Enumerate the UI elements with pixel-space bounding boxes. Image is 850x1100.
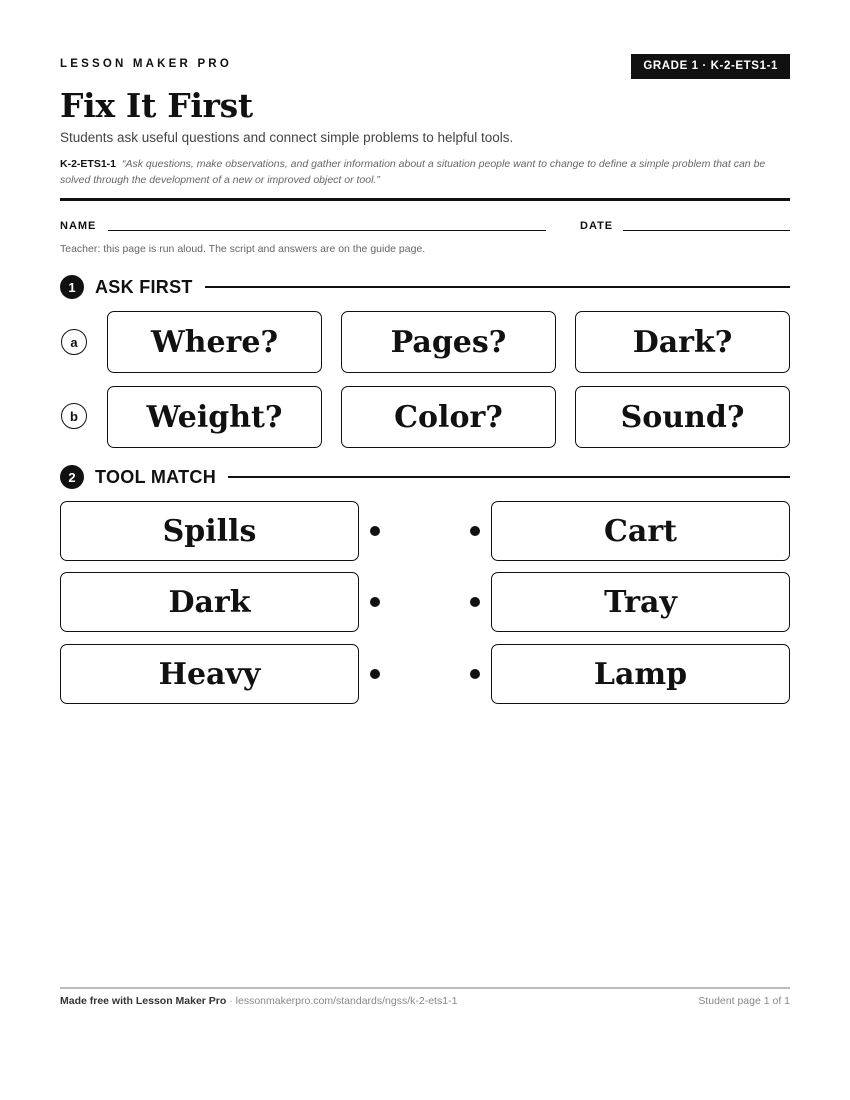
page-subtitle: Students ask useful questions and connect simple problems to helpful tools. bbox=[60, 130, 514, 145]
question-card[interactable]: Weight? bbox=[107, 386, 322, 448]
section-title: TOOL MATCH bbox=[95, 466, 216, 487]
footer-credit bbox=[60, 995, 457, 1007]
section-ask-first-header bbox=[60, 275, 790, 299]
footer-made-with: Made free with Lesson Maker Pro bbox=[60, 995, 227, 1007]
section-divider bbox=[205, 286, 790, 288]
section-number-badge: 2 bbox=[60, 465, 84, 489]
date-field[interactable] bbox=[623, 230, 790, 231]
row-letter-a: a bbox=[61, 329, 87, 355]
question-card[interactable]: Sound? bbox=[575, 386, 790, 448]
question-card[interactable]: Pages? bbox=[341, 311, 556, 373]
section-tool-match-header bbox=[60, 465, 790, 489]
tool-card[interactable]: Tray bbox=[491, 572, 790, 632]
footer-link[interactable]: · lessonmakerpro.com/standards/ngss/k-2-ets1-1 bbox=[226, 995, 458, 1007]
problem-card[interactable]: Spills bbox=[60, 501, 359, 561]
name-label: NAME bbox=[60, 220, 97, 232]
tool-card[interactable]: Cart bbox=[491, 501, 790, 561]
match-dot-left[interactable] bbox=[370, 526, 380, 536]
match-dot-left[interactable] bbox=[370, 669, 380, 679]
date-label: DATE bbox=[580, 220, 614, 232]
page-title: Fix It First bbox=[60, 86, 253, 125]
grade-badge: GRADE 1 · K-2-ETS1-1 bbox=[631, 54, 790, 79]
match-dot-left[interactable] bbox=[370, 597, 380, 607]
row-letter-b: b bbox=[61, 403, 87, 429]
standard-text: “Ask questions, make observations, and gather information about a situation people want to change to define a simple problem that can be solved through the development of a new or improved object or tool.” bbox=[60, 158, 766, 186]
match-dot-right[interactable] bbox=[470, 669, 480, 679]
section-number-badge: 1 bbox=[60, 275, 84, 299]
standard-code: K-2-ETS1-1 bbox=[60, 158, 117, 170]
section-divider bbox=[228, 476, 790, 478]
header-divider bbox=[60, 198, 790, 201]
name-field[interactable] bbox=[108, 230, 546, 231]
standard-statement bbox=[60, 156, 790, 188]
question-card[interactable]: Color? bbox=[341, 386, 556, 448]
section-title: ASK FIRST bbox=[95, 276, 193, 297]
footer-page-number: Student page 1 of 1 bbox=[698, 995, 790, 1007]
problem-card[interactable]: Dark bbox=[60, 572, 359, 632]
brand-name: LESSON MAKER PRO bbox=[60, 58, 232, 70]
footer-divider bbox=[60, 987, 790, 989]
question-card[interactable]: Where? bbox=[107, 311, 322, 373]
problem-card[interactable]: Heavy bbox=[60, 644, 359, 704]
match-dot-right[interactable] bbox=[470, 526, 480, 536]
question-card[interactable]: Dark? bbox=[575, 311, 790, 373]
match-dot-right[interactable] bbox=[470, 597, 480, 607]
tool-card[interactable]: Lamp bbox=[491, 644, 790, 704]
teacher-note: Teacher: this page is run aloud. The script and answers are on the guide page. bbox=[60, 243, 426, 255]
